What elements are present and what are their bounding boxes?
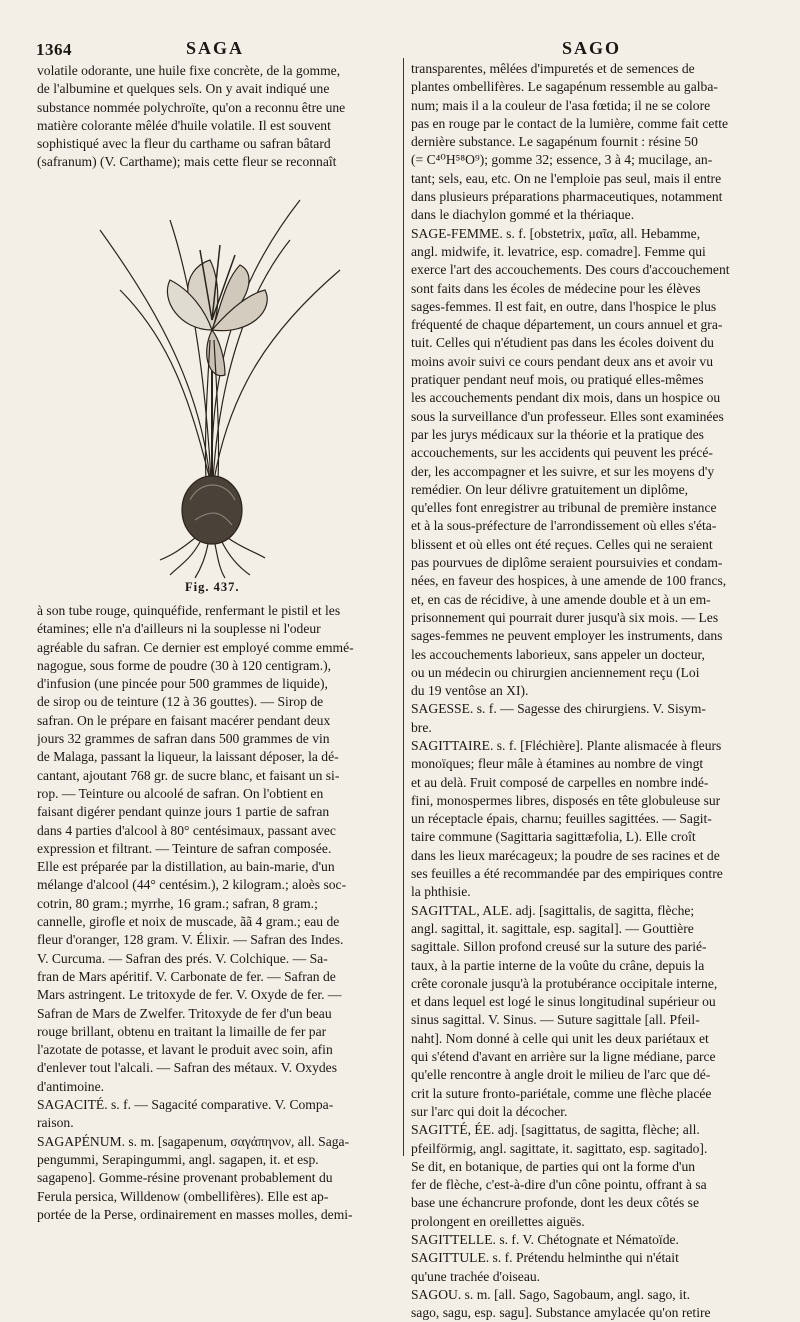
text-line: de l'albumine et quelques sels. On y avait indiqué une: [37, 81, 330, 97]
text-line: pas pourvues de diplôme seraient poursuivies et condam-: [411, 555, 723, 571]
text-line: safran. On le prépare en faisant macérer pendant deux: [37, 712, 331, 728]
text-line: sago, sagu, esp. sagu]. Substance amylacée qu'on retire: [411, 1305, 711, 1321]
text-line: (= C⁴⁰H⁵⁸O⁹); gomme 32; essence, 3 à 4; mucilage, an-: [411, 152, 713, 168]
text-line: de Malaga, passant la liqueur, la laissant déposer, la dé-: [37, 749, 339, 765]
text-line: nagogue, sous forme de poudre (30 à 120 centigram.),: [37, 657, 332, 673]
text-line: tuit. Celles qui n'étudient pas dans les écoles doivent du: [411, 335, 714, 351]
text-line: sinus sagittal. V. Sinus. — Suture sagittale [all. Pfeil-: [411, 1012, 700, 1028]
text-line: sages-femmes. Il est fait, en outre, dans l'hospice le plus: [411, 298, 717, 314]
text-line: les accouchements pendant dix mois, dans un hospice ou: [411, 390, 721, 406]
text-line: nées, en faveur des hospices, à une amende de 100 francs,: [411, 573, 727, 589]
text-line: num; mais il a la couleur de l'asa fœtida; il ne se colore: [411, 97, 711, 113]
text-line: qu'une trachée d'oiseau.: [411, 1268, 541, 1284]
text-line: dans le diachylon gommé et la thériaque.: [411, 207, 635, 223]
text-line: moins avoir suivi ce cours pendant deux ans et avoir vu: [411, 353, 714, 369]
text-line: sagapeno]. Gomme-résine provenant probablement du: [37, 1170, 333, 1186]
crocus-drawing: [60, 180, 380, 580]
page-header: [0, 0, 800, 58]
right-running-head: SAGO: [562, 38, 622, 58]
text-line: expression et filtrant. — Teinture de safran composée.: [37, 840, 332, 856]
text-line: angl. sagittal, it. sagittale, esp. sagital]. — Gouttière: [411, 920, 694, 936]
text-line: base une échancrure profonde, dont les deux côtés se: [411, 1195, 699, 1211]
text-line: SAGITTÉ, ÉE. adj. [sagittatus, de sagitta, flèche; all.: [411, 1122, 700, 1138]
text-line: Elle est préparée par la distillation, au bain-marie, d'un: [37, 859, 335, 875]
text-line: sous la surveillance d'un professeur. Elles sont examinées: [411, 408, 724, 424]
text-line: V. Curcuma. — Safran des prés. V. Colchique. — Sa-: [37, 950, 328, 966]
text-line: pas en rouge par le contact de la lumière, comme fait cette: [411, 115, 729, 131]
text-line: la phthisie.: [411, 884, 471, 900]
text-line: pfeilförmig, angl. sagittate, it. sagittato, esp. sagitado].: [411, 1140, 708, 1156]
text-line: à son tube rouge, quinquéfide, renfermant le pistil et les: [37, 603, 341, 618]
right-column-text: [411, 60, 768, 1322]
text-line: remédier. On leur délivre gratuitement un diplôme,: [411, 481, 689, 497]
text-line: dans plusieurs préparations pharmaceutiques, notamment: [411, 189, 723, 205]
left-column-top-text: [37, 62, 391, 172]
text-line: les accouchements laborieux, sans appeler un docteur,: [411, 646, 705, 662]
text-line: taire commune (Sagittaria sagittæfolia, L). Elle croît: [411, 829, 696, 845]
text-line: ou un médecin ou chirurgien anciennement reçu (Loi: [411, 664, 700, 680]
text-line: angl. midwife, it. levatrice, esp. comadre]. Femme qui: [411, 243, 706, 259]
text-line: volatile odorante, une huile fixe concrète, de la gomme,: [37, 63, 341, 78]
text-line: SAGACITÉ. s. f. — Sagacité comparative. V. Compa-: [37, 1097, 334, 1113]
figure-caption: Fig. 437.: [185, 580, 240, 594]
text-line: de sirop ou de teinture (12 à 36 gouttes). — Sirop de: [37, 694, 324, 710]
text-line: qui s'étend d'avant en arrière sur la ligne médiane, parce: [411, 1049, 716, 1065]
text-line: SAGE-FEMME. s. f. [obstetrix, μαῖα, all. Hebamme,: [411, 225, 701, 241]
text-line: ses feuilles a été recommandée par des empiriques contre: [411, 866, 723, 882]
text-line: sophistiqué avec la fleur du carthame ou safran bâtard: [37, 136, 331, 152]
text-line: plantes ombellifères. Le sagapénum ressemble au galba-: [411, 79, 718, 95]
text-line: qu'elle rencontre à angle droit le milieu de l'arc que dé-: [411, 1067, 711, 1083]
text-line: dans les lieux marécageux; la poudre de ses racines et de: [411, 847, 720, 863]
text-line: d'enlever tout l'alcali. — Safran des métaux. V. Oxydes: [37, 1060, 337, 1076]
left-column-lower-text: [37, 602, 391, 1224]
text-line: fran de Mars apéritif. V. Carbonate de fer. — Safran de: [37, 968, 336, 984]
text-line: d'infusion (une pincée pour 500 grammes de liquide),: [37, 676, 328, 692]
text-line: raison.: [37, 1115, 74, 1131]
text-line: fréquenté de chaque département, un cours annuel et gra-: [411, 317, 723, 333]
text-line: matière colorante mêlée d'huile volatile. Il est souvent: [37, 117, 331, 133]
page-number: 1364: [36, 40, 72, 59]
text-line: et à la sous-préfecture de l'arrondissement où elles s'éta-: [411, 518, 717, 534]
text-line: faisant digérer pendant quinze jours 1 partie de safran: [37, 804, 330, 820]
text-line: Ferula persica, Willdenow (ombellifères). Elle est ap-: [37, 1188, 329, 1204]
text-line: exerce l'art des accouchements. Des cours d'accouchement: [411, 262, 730, 278]
text-line: prolongent en oreillettes aiguës.: [411, 1213, 585, 1229]
text-line: substance nommée polychroïte, qu'on a reconnu être une: [37, 99, 346, 115]
text-line: sagittale. Sillon profond creusé sur la suture des parié-: [411, 939, 707, 955]
left-running-head: SAGA: [186, 38, 245, 58]
text-line: portée de la Perse, ordinairement en masses molles, demi-: [37, 1206, 353, 1222]
text-line: et, en cas de récidive, à une amende double et à un em-: [411, 591, 711, 607]
text-line: sont faits dans les écoles de médecine pour les élèves: [411, 280, 701, 296]
text-line: fer de flèche, c'est-à-dire d'un cône pointu, offrant à sa: [411, 1177, 707, 1193]
text-line: et au delà. Fruit composé de carpelles en nombre indé-: [411, 774, 709, 790]
text-line: monoïques; fleur mâle à étamines au nombre de vingt: [411, 756, 704, 772]
text-line: der, les accompagner et les suivre, et sur les moyens d'y: [411, 463, 715, 479]
text-line: dans 4 parties d'alcool à 80° centésimaux, passant avec: [37, 822, 336, 838]
text-line: tant; sels, eau, etc. On ne l'emploie pas seul, mais il entre: [411, 170, 722, 186]
text-line: d'antimoine.: [37, 1078, 105, 1094]
text-line: qu'elles font enregistrer au tribunal de première instance: [411, 500, 717, 516]
text-line: crit la suture fronto-pariétale, comme une flèche placée: [411, 1085, 712, 1101]
text-line: SAGITTAL, ALE. adj. [sagittalis, de sagitta, flèche;: [411, 902, 695, 918]
text-line: SAGOU. s. m. [all. Sago, Sagobaum, angl. sago, it.: [411, 1286, 691, 1302]
text-line: (safranum) (V. Carthame); mais cette fleur se reconnaît: [37, 154, 337, 170]
text-line: et dans lequel est logé le sinus longitudinal supérieur ou: [411, 994, 716, 1010]
text-line: agréable du safran. Ce dernier est employé comme emmé-: [37, 639, 354, 655]
text-line: Safran de Mars de Zwelfer. Tritoxyde de fer d'un beau: [37, 1005, 332, 1021]
text-line: blissent et où elles ont été reçues. Celles qui ne seraient: [411, 536, 713, 552]
text-line: Se dit, en botanique, de parties qui ont la forme d'un: [411, 1158, 696, 1174]
text-line: cantant, ajoutant 768 gr. de sucre blanc, et faisant un si-: [37, 767, 340, 783]
text-line: SAGAPÉNUM. s. m. [sagapenum, σαγάπηνον, all. Saga-: [37, 1133, 350, 1149]
saffron-plant-illustration: [60, 180, 380, 600]
text-line: jours 32 grammes de safran dans 500 grammes de vin: [37, 731, 330, 747]
text-line: cotrin, 80 gram.; myrrhe, 16 gram.; safran, 8 gram.;: [37, 895, 318, 911]
text-line: SAGITTELLE. s. f. V. Chétognate et Nématoïde.: [411, 1232, 679, 1247]
text-line: par les jurys médicaux sur la théorie et la pratique des: [411, 426, 704, 442]
text-line: bre.: [411, 719, 432, 735]
column-divider: [403, 58, 404, 1156]
text-line: un réceptacle épais, charnu; feuilles sagittées. — Sagit-: [411, 811, 712, 827]
text-line: prisonnement qui pourrait durer jusqu'à six mois. — Les: [411, 609, 719, 625]
text-line: dernière substance. Le sagapénum fournit : résine 50: [411, 134, 698, 150]
text-line: SAGITTAIRE. s. f. [Fléchière]. Plante alismacée à fleurs: [411, 737, 722, 753]
text-line: Mars astringent. Le tritoxyde de fer. V. Oxyde de fer. —: [37, 987, 342, 1003]
text-line: rop. — Teinture ou alcoolé de safran. On l'obtient en: [37, 785, 324, 801]
text-line: SAGESSE. s. f. — Sagesse des chirurgiens. V. Sisym-: [411, 701, 706, 717]
text-line: accouchements, sur les accidents qui peuvent les précé-: [411, 445, 713, 461]
text-line: SAGITTULE. s. f. Prétendu helminthe qui n'était: [411, 1250, 679, 1266]
text-line: pratiquer pendant neuf mois, ou pratiqué elles-mêmes: [411, 372, 704, 388]
text-line: naht]. Nom donné à celle qui unit les deux pariétaux et: [411, 1030, 709, 1046]
text-line: fini, monospermes libres, disposés en tête globuleuse sur: [411, 792, 721, 808]
text-line: pengummi, Serapingummi, angl. sagapen, it. et esp.: [37, 1151, 319, 1167]
text-line: fleur d'oranger, 128 gram. V. Élixir. — Safran des Indes.: [37, 932, 344, 948]
text-line: du 19 ventôse an XI).: [411, 683, 529, 699]
text-line: taux, à la partie interne de la voûte du crâne, depuis la: [411, 957, 705, 973]
text-line: cannelle, girofle et noix de muscade, ãã 4 gram.; eau de: [37, 914, 340, 930]
text-line: crête coronale jusqu'à la protubérance occipitale interne,: [411, 975, 718, 991]
text-line: rouge brillant, obtenu en traitant la limaille de fer par: [37, 1023, 327, 1039]
text-line: l'azotate de potasse, et lavant le produit avec soin, afin: [37, 1042, 333, 1058]
text-line: mélange d'alcool (44° centésim.), 2 kilogram.; aloès soc-: [37, 877, 347, 893]
text-line: étamines; elle n'a d'ailleurs ni la souplesse ni l'odeur: [37, 621, 321, 637]
text-line: sages-femmes ne peuvent employer les instruments, dans: [411, 628, 723, 644]
text-line: sur l'arc qui doit la décocher.: [411, 1103, 568, 1119]
text-line: transparentes, mêlées d'impuretés et de semences de: [411, 61, 695, 76]
